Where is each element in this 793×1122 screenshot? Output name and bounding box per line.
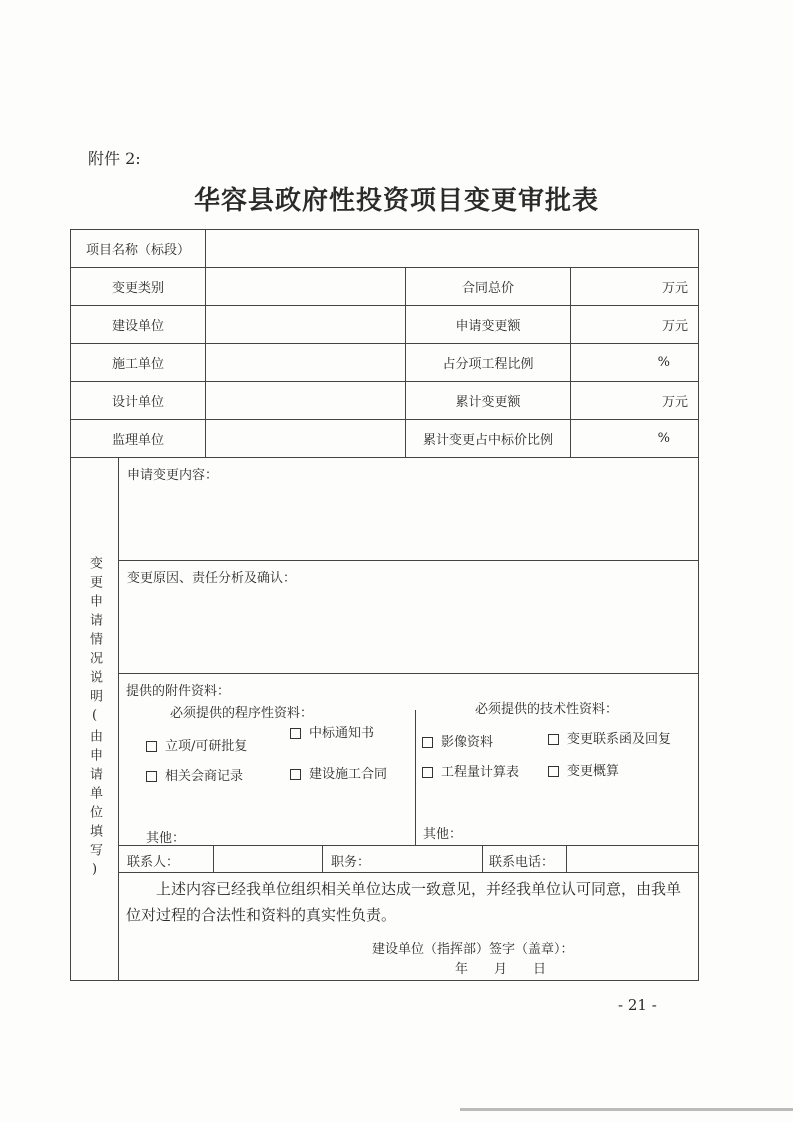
- checkbox-icon: [422, 737, 433, 748]
- checkbox-procedural-0[interactable]: 立项/可研批复: [146, 735, 247, 754]
- phone-field[interactable]: [566, 845, 699, 873]
- statement-text: 上述内容已经我单位组织相关单位达成一致意见，并经我单位认可同意，由我单位对过程的合法性和资料的真实性负责。: [126, 880, 682, 924]
- label-supervisor: 监理单位: [70, 419, 206, 458]
- checkbox-technical-1[interactable]: 变更联系函及回复: [548, 728, 671, 747]
- label-change-type: 变更类别: [70, 267, 206, 306]
- checkbox-technical-2[interactable]: 工程量计算表: [422, 761, 519, 780]
- phone-label: 联系电话：: [482, 845, 567, 873]
- cumulative-field[interactable]: [570, 381, 699, 420]
- attachments-label: 提供的附件资料：: [126, 684, 231, 699]
- apply-amount-field[interactable]: [570, 305, 699, 344]
- other-technical[interactable]: 其他：: [423, 827, 463, 842]
- label-builder: 建设单位: [70, 305, 206, 344]
- label-contract-total: 合同总价: [405, 267, 571, 306]
- checkbox-procedural-1[interactable]: 中标通知书: [290, 722, 374, 741]
- cumulative-ratio-field[interactable]: [570, 419, 699, 458]
- side-label-cell: [70, 457, 119, 981]
- other-procedural[interactable]: 其他：: [146, 831, 186, 846]
- contract-total-field[interactable]: [570, 267, 699, 306]
- technical-title: 必须提供的技术性资料：: [475, 702, 619, 717]
- position-field[interactable]: 职务：: [322, 845, 483, 873]
- checkbox-icon: [146, 741, 157, 752]
- contact-person-label: 联系人：: [118, 845, 214, 873]
- designer-field[interactable]: [205, 381, 406, 420]
- checkbox-technical-3[interactable]: 变更概算: [548, 760, 619, 779]
- change-content-label: 申请变更内容：: [127, 468, 219, 483]
- label-cumulative-ratio: 累计变更占中标价比例: [405, 419, 571, 458]
- builder-field[interactable]: [205, 305, 406, 344]
- label-apply-amount: 申请变更额: [405, 305, 571, 344]
- checkbox-technical-0[interactable]: 影像资料: [422, 731, 493, 750]
- checkbox-icon: [548, 734, 559, 745]
- project-name-field[interactable]: [205, 229, 699, 268]
- label-constructor: 施工单位: [70, 343, 206, 382]
- unit: 万元: [661, 319, 688, 334]
- date-label[interactable]: 年 月 日: [455, 962, 547, 977]
- scan-edge: [460, 1108, 793, 1111]
- page-number: - 21 -: [618, 996, 657, 1014]
- checkbox-icon: [146, 771, 157, 782]
- divider: [415, 710, 416, 845]
- page-title: 华容县政府性投资项目变更审批表: [193, 186, 599, 216]
- change-content-field[interactable]: [118, 457, 699, 561]
- label-cumulative: 累计变更额: [405, 381, 571, 420]
- label-designer: 设计单位: [70, 381, 206, 420]
- unit: 万元: [661, 281, 688, 296]
- checkbox-procedural-3[interactable]: 建设施工合同: [290, 763, 387, 782]
- change-reason-label: 变更原因、责任分析及确认：: [127, 571, 297, 586]
- supervisor-field[interactable]: [205, 419, 406, 458]
- checkbox-icon: [290, 728, 301, 739]
- change-type-field[interactable]: [205, 267, 406, 306]
- checkbox-icon: [548, 766, 559, 777]
- attachment-label: 附件 2:: [88, 149, 141, 168]
- unit: %: [657, 431, 670, 446]
- side-label: 变更申请情况说明(由申请单位填写): [87, 555, 102, 883]
- contact-person-field[interactable]: [213, 845, 323, 873]
- label-ratio-sub: 占分项工程比例: [405, 343, 571, 382]
- checkbox-icon: [422, 767, 433, 778]
- unit: 万元: [661, 395, 688, 410]
- constructor-field[interactable]: [205, 343, 406, 382]
- signature-label[interactable]: 建设单位（指挥部）签字（盖章）：: [372, 942, 574, 957]
- unit: %: [657, 355, 670, 370]
- procedural-title: 必须提供的程序性资料：: [170, 706, 314, 721]
- change-reason-field[interactable]: [118, 560, 699, 674]
- checkbox-procedural-2[interactable]: 相关会商记录: [146, 765, 243, 784]
- ratio-sub-field[interactable]: [570, 343, 699, 382]
- checkbox-icon: [290, 769, 301, 780]
- label-project-name: 项目名称（标段）: [70, 229, 206, 268]
